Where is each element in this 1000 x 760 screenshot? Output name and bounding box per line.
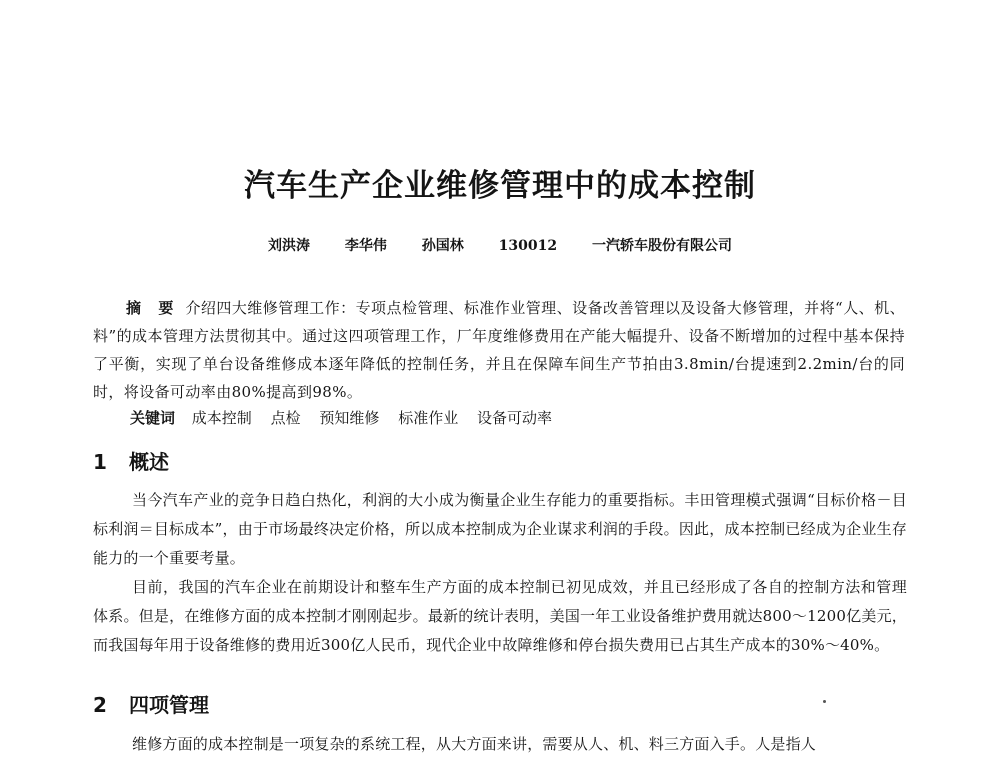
section-number: 2: [93, 693, 107, 717]
paragraph: 维修方面的成本控制是一项复杂的系统工程，从大方面来讲，需要从人、机、料三方面入手。人是指人: [132, 735, 817, 753]
section-title: 四项管理: [129, 693, 209, 717]
keyword: 预知维修: [319, 409, 380, 427]
author-name: 刘洪涛: [268, 238, 311, 254]
author-name: 李华伟: [344, 238, 387, 254]
abstract: [93, 294, 905, 406]
keyword: 设备可动率: [476, 409, 552, 427]
keyword: 成本控制: [191, 409, 252, 427]
keywords: [130, 406, 566, 430]
keywords-label: 关键词: [130, 409, 176, 427]
paragraph: 当今汽车产业的竞争日趋白热化，利润的大小成为衡量企业生存能力的重要指标。丰田管理模式强调“目标价格－目标利润＝目标成本”，由于市场最终决定价格，所以成本控制成为企业谋求利润的手段。因此，成本控制已经成为企业生存能力的一个重要考量。: [93, 491, 907, 567]
section-title: 概述: [129, 450, 169, 474]
section-body: [93, 730, 907, 759]
author-name: 孙国林: [421, 238, 464, 254]
keyword: 标准作业: [398, 409, 459, 427]
scan-speck: [823, 700, 826, 703]
paragraph: 目前，我国的汽车企业在前期设计和整车生产方面的成本控制已初见成效，并且已经形成了各自的控制方法和管理体系。但是，在维修方面的成本控制才刚刚起步。最新的统计表明，美国一年工业设备维护费用就达800～1200亿美元，而我国每年用于设备维修的费用近300亿人民币，现代企业中故障维修和停台损失费用已占其生产成本的30%～40%。: [93, 578, 907, 654]
section-heading: [93, 448, 169, 476]
postcode: 130012: [498, 238, 558, 254]
affiliation: 一汽轿车股份有限公司: [591, 238, 732, 254]
author-line: [0, 236, 1000, 256]
abstract-label: 摘 要: [126, 299, 180, 317]
section-heading: [93, 691, 209, 719]
section-number: 1: [93, 450, 107, 474]
paper-title: 汽车生产企业维修管理中的成本控制: [244, 168, 756, 204]
keyword: 点检: [270, 409, 301, 427]
section-body: [93, 486, 907, 660]
abstract-text: 介绍四大维修管理工作：专项点检管理、标准作业管理、设备改善管理以及设备大修管理，并将“人、机、料”的成本管理方法贯彻其中。通过这四项管理工作，厂年度维修费用在产能大幅提升、设备不断增加的过程中基本保持了平衡，实现了单台设备维修成本逐年降低的控制任务，并且在保障车间生产节拍由3.8min/台提速到2.2min/台的同时，将设备可动率由80%提高到98%。: [93, 299, 905, 401]
